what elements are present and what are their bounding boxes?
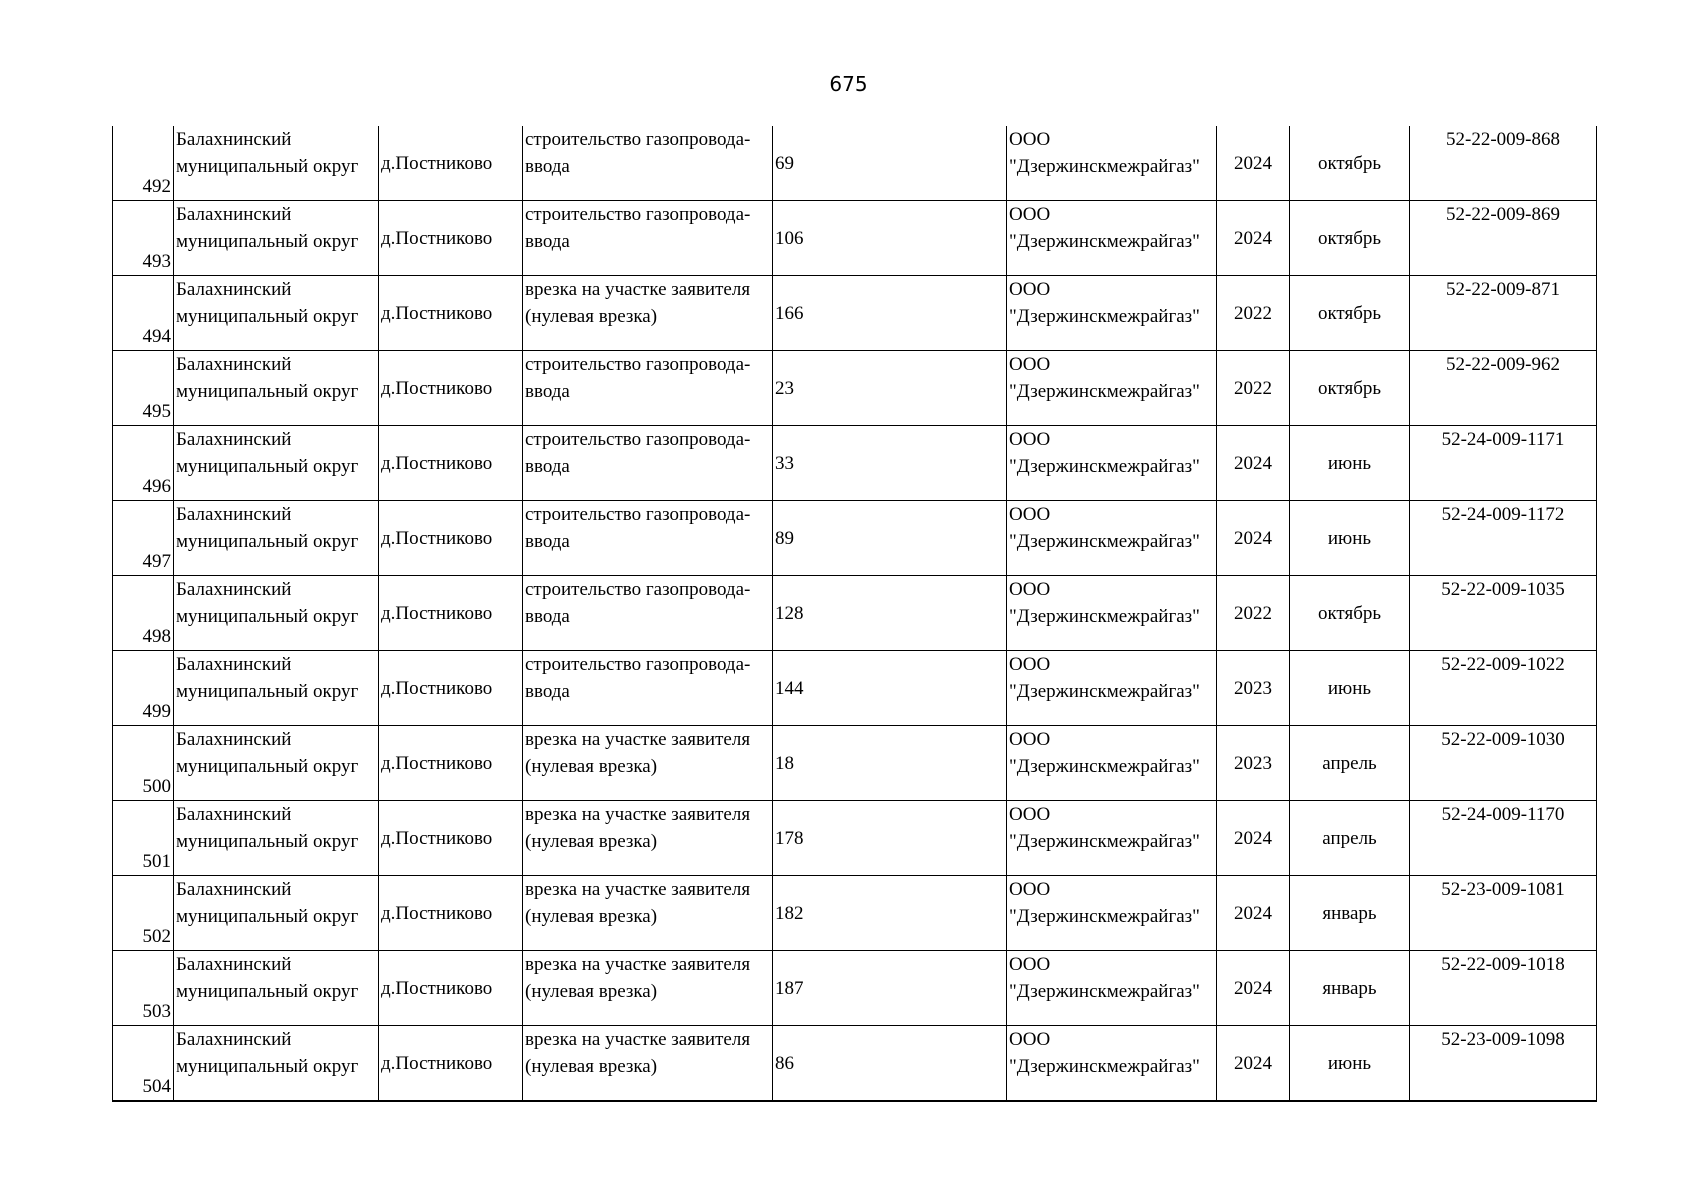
work-type-cell <box>523 576 773 651</box>
place-text: д.Постниково <box>381 902 493 924</box>
organization-line-2: "Дзержинскмежрайгаз" <box>1009 531 1200 552</box>
num-text: 497 <box>142 551 171 572</box>
organization-cell <box>1007 276 1217 351</box>
code-text: 52-22-009-1018 <box>1441 954 1565 975</box>
organization-line-2: "Дзержинскмежрайгаз" <box>1009 1056 1200 1077</box>
num-text: 492 <box>142 176 171 197</box>
year-text: 2022 <box>1234 602 1272 624</box>
year-cell <box>1217 276 1290 351</box>
district-cell <box>174 651 379 726</box>
year-cell <box>1217 876 1290 951</box>
length-text: 18 <box>775 752 794 774</box>
code-text: 52-22-009-869 <box>1446 204 1560 225</box>
month-cell <box>1290 276 1410 351</box>
organization-line-1: ООО <box>1009 879 1051 900</box>
organization-line-2: "Дзержинскмежрайгаз" <box>1009 156 1200 177</box>
settlement-cell <box>379 726 523 801</box>
work-type-line-2: (нулевая врезка) <box>525 906 658 927</box>
row-number <box>113 276 174 351</box>
month-text: октябрь <box>1317 302 1382 324</box>
row-number <box>113 126 174 201</box>
year-text: 2024 <box>1234 827 1272 849</box>
row-number <box>113 801 174 876</box>
num-text: 493 <box>142 251 171 272</box>
num-text: 502 <box>142 926 171 947</box>
registration-code-cell <box>1410 726 1597 801</box>
work-type-line-2: ввода <box>525 381 570 402</box>
length-cell <box>773 201 1007 276</box>
year-text: 2024 <box>1234 1052 1272 1074</box>
settlement-cell <box>379 426 523 501</box>
code-text: 52-22-009-868 <box>1446 129 1560 150</box>
num-text: 499 <box>142 701 171 722</box>
settlement-cell <box>379 576 523 651</box>
code-text: 52-22-009-871 <box>1446 279 1560 300</box>
settlement-cell <box>379 651 523 726</box>
settlement-cell <box>379 801 523 876</box>
num-text: 503 <box>142 1001 171 1022</box>
district-line-2: муниципальный округ <box>176 756 359 777</box>
place-text: д.Постниково <box>381 452 493 474</box>
table-row <box>113 726 1597 801</box>
length-cell <box>773 426 1007 501</box>
length-cell <box>773 951 1007 1026</box>
year-cell <box>1217 651 1290 726</box>
place-text: д.Постниково <box>381 152 493 174</box>
length-text: 86 <box>775 1052 794 1074</box>
code-text: 52-24-009-1172 <box>1441 504 1565 525</box>
registration-code-cell <box>1410 1026 1597 1102</box>
registration-code-cell <box>1410 426 1597 501</box>
district-line-1: Балахнинский <box>176 1029 292 1050</box>
work-type-cell <box>523 951 773 1026</box>
row-number <box>113 501 174 576</box>
settlement-cell <box>379 1026 523 1102</box>
settlement-cell <box>379 951 523 1026</box>
work-type-line-1: врезка на участке заявителя <box>525 804 751 825</box>
table-row <box>113 426 1597 501</box>
month-text: июнь <box>1327 1052 1372 1074</box>
length-cell <box>773 126 1007 201</box>
table-row <box>113 951 1597 1026</box>
district-cell <box>174 576 379 651</box>
year-text: 2024 <box>1234 977 1272 999</box>
district-cell <box>174 801 379 876</box>
month-text: июнь <box>1327 527 1372 549</box>
district-line-1: Балахнинский <box>176 579 292 600</box>
district-line-1: Балахнинский <box>176 279 292 300</box>
place-text: д.Постниково <box>381 302 493 324</box>
row-number <box>113 726 174 801</box>
district-line-1: Балахнинский <box>176 654 292 675</box>
organization-line-2: "Дзержинскмежрайгаз" <box>1009 381 1200 402</box>
organization-cell <box>1007 876 1217 951</box>
year-cell <box>1217 951 1290 1026</box>
organization-cell <box>1007 126 1217 201</box>
year-text: 2022 <box>1234 302 1272 324</box>
length-text: 33 <box>775 452 794 474</box>
month-cell <box>1290 201 1410 276</box>
month-cell <box>1290 951 1410 1026</box>
district-line-1: Балахнинский <box>176 729 292 750</box>
month-cell <box>1290 876 1410 951</box>
organization-line-2: "Дзержинскмежрайгаз" <box>1009 681 1200 702</box>
row-number <box>113 576 174 651</box>
place-text: д.Постниково <box>381 377 493 399</box>
work-type-line-1: строительство газопровода- <box>525 429 751 450</box>
place-text: д.Постниково <box>381 977 493 999</box>
settlement-cell <box>379 126 523 201</box>
row-number <box>113 651 174 726</box>
num-text: 500 <box>142 776 171 797</box>
settlement-cell <box>379 276 523 351</box>
district-line-1: Балахнинский <box>176 504 292 525</box>
length-cell <box>773 1026 1007 1102</box>
organization-line-2: "Дзержинскмежрайгаз" <box>1009 981 1200 1002</box>
organization-line-2: "Дзержинскмежрайгаз" <box>1009 306 1200 327</box>
year-text: 2024 <box>1234 527 1272 549</box>
organization-line-1: ООО <box>1009 204 1051 225</box>
month-cell <box>1290 1026 1410 1102</box>
work-type-line-1: строительство газопровода- <box>525 579 751 600</box>
month-text: октябрь <box>1317 602 1382 624</box>
settlement-cell <box>379 876 523 951</box>
organization-cell <box>1007 426 1217 501</box>
work-type-line-2: ввода <box>525 456 570 477</box>
length-text: 106 <box>775 227 804 249</box>
district-line-2: муниципальный округ <box>176 681 359 702</box>
length-cell <box>773 876 1007 951</box>
code-text: 52-23-009-1098 <box>1441 1029 1565 1050</box>
year-text: 2024 <box>1234 152 1272 174</box>
year-text: 2024 <box>1234 452 1272 474</box>
table-row <box>113 351 1597 426</box>
work-type-cell <box>523 726 773 801</box>
district-cell <box>174 276 379 351</box>
page-number: 675 <box>829 72 868 96</box>
length-cell <box>773 351 1007 426</box>
district-line-2: муниципальный округ <box>176 231 359 252</box>
code-text: 52-24-009-1171 <box>1441 429 1565 450</box>
year-cell <box>1217 351 1290 426</box>
length-text: 187 <box>775 977 804 999</box>
year-cell <box>1217 801 1290 876</box>
place-text: д.Постниково <box>381 527 493 549</box>
month-text: июнь <box>1327 677 1372 699</box>
year-cell <box>1217 576 1290 651</box>
settlement-cell <box>379 501 523 576</box>
work-type-line-1: строительство газопровода- <box>525 204 751 225</box>
month-text: октябрь <box>1317 377 1382 399</box>
organization-line-1: ООО <box>1009 429 1051 450</box>
month-text: июнь <box>1327 452 1372 474</box>
district-line-2: муниципальный округ <box>176 981 359 1002</box>
organization-line-1: ООО <box>1009 579 1051 600</box>
district-line-1: Балахнинский <box>176 804 292 825</box>
district-cell <box>174 351 379 426</box>
organization-line-1: ООО <box>1009 954 1051 975</box>
district-cell <box>174 876 379 951</box>
work-type-line-1: строительство газопровода- <box>525 654 751 675</box>
organization-line-2: "Дзержинскмежрайгаз" <box>1009 606 1200 627</box>
code-text: 52-24-009-1170 <box>1441 804 1565 825</box>
table-row <box>113 1026 1597 1102</box>
place-text: д.Постниково <box>381 752 493 774</box>
year-cell <box>1217 501 1290 576</box>
district-cell <box>174 1026 379 1102</box>
table-row <box>113 276 1597 351</box>
place-text: д.Постниково <box>381 602 493 624</box>
organization-cell <box>1007 1026 1217 1102</box>
num-text: 495 <box>142 401 171 422</box>
district-line-1: Балахнинский <box>176 429 292 450</box>
length-text: 178 <box>775 827 804 849</box>
registration-code-cell <box>1410 576 1597 651</box>
num-text: 496 <box>142 476 171 497</box>
table-row <box>113 651 1597 726</box>
organization-cell <box>1007 501 1217 576</box>
length-cell <box>773 276 1007 351</box>
month-cell <box>1290 651 1410 726</box>
table-row <box>113 126 1597 201</box>
district-line-2: муниципальный округ <box>176 606 359 627</box>
district-cell <box>174 126 379 201</box>
year-cell <box>1217 201 1290 276</box>
code-text: 52-22-009-1035 <box>1441 579 1565 600</box>
work-type-line-2: ввода <box>525 156 570 177</box>
organization-cell <box>1007 951 1217 1026</box>
work-type-line-2: (нулевая врезка) <box>525 756 658 777</box>
year-cell <box>1217 1026 1290 1102</box>
registration-code-cell <box>1410 501 1597 576</box>
place-text: д.Постниково <box>381 1052 493 1074</box>
row-number <box>113 351 174 426</box>
work-type-line-1: врезка на участке заявителя <box>525 879 751 900</box>
length-text: 128 <box>775 602 804 624</box>
length-text: 23 <box>775 377 794 399</box>
organization-cell <box>1007 726 1217 801</box>
district-line-2: муниципальный округ <box>176 456 359 477</box>
row-number <box>113 951 174 1026</box>
organization-line-2: "Дзержинскмежрайгаз" <box>1009 756 1200 777</box>
settlement-cell <box>379 201 523 276</box>
length-text: 89 <box>775 527 794 549</box>
code-text: 52-22-009-962 <box>1446 354 1560 375</box>
length-text: 182 <box>775 902 804 924</box>
work-type-line-1: строительство газопровода- <box>525 504 751 525</box>
place-text: д.Постниково <box>381 827 493 849</box>
table-row <box>113 201 1597 276</box>
organization-cell <box>1007 201 1217 276</box>
registration-code-cell <box>1410 951 1597 1026</box>
district-cell <box>174 426 379 501</box>
table-row <box>113 501 1597 576</box>
registration-code-cell <box>1410 801 1597 876</box>
num-text: 494 <box>142 326 171 347</box>
district-line-2: муниципальный округ <box>176 156 359 177</box>
length-cell <box>773 801 1007 876</box>
work-type-cell <box>523 651 773 726</box>
month-text: октябрь <box>1317 152 1382 174</box>
work-type-cell <box>523 501 773 576</box>
work-type-line-1: врезка на участке заявителя <box>525 729 751 750</box>
organization-line-1: ООО <box>1009 804 1051 825</box>
table-body <box>113 126 1597 1101</box>
work-type-cell <box>523 426 773 501</box>
work-type-cell <box>523 276 773 351</box>
organization-line-2: "Дзержинскмежрайгаз" <box>1009 231 1200 252</box>
registration-code-cell <box>1410 351 1597 426</box>
gas-connection-table <box>112 126 1597 1102</box>
work-type-line-2: (нулевая врезка) <box>525 1056 658 1077</box>
month-cell <box>1290 576 1410 651</box>
length-cell <box>773 576 1007 651</box>
district-line-1: Балахнинский <box>176 879 292 900</box>
year-cell <box>1217 726 1290 801</box>
work-type-line-1: строительство газопровода- <box>525 129 751 150</box>
work-type-cell <box>523 201 773 276</box>
year-text: 2024 <box>1234 227 1272 249</box>
district-cell <box>174 951 379 1026</box>
month-cell <box>1290 126 1410 201</box>
district-line-2: муниципальный округ <box>176 531 359 552</box>
code-text: 52-23-009-1081 <box>1441 879 1565 900</box>
work-type-line-2: (нулевая врезка) <box>525 981 658 1002</box>
num-text: 498 <box>142 626 171 647</box>
work-type-line-2: ввода <box>525 606 570 627</box>
place-text: д.Постниково <box>381 677 493 699</box>
organization-line-2: "Дзержинскмежрайгаз" <box>1009 456 1200 477</box>
organization-cell <box>1007 651 1217 726</box>
work-type-line-2: (нулевая врезка) <box>525 831 658 852</box>
organization-line-1: ООО <box>1009 129 1051 150</box>
work-type-line-2: (нулевая врезка) <box>525 306 658 327</box>
registration-code-cell <box>1410 651 1597 726</box>
organization-line-2: "Дзержинскмежрайгаз" <box>1009 906 1200 927</box>
table-row <box>113 576 1597 651</box>
work-type-line-1: врезка на участке заявителя <box>525 279 751 300</box>
work-type-cell <box>523 801 773 876</box>
district-cell <box>174 201 379 276</box>
organization-cell <box>1007 801 1217 876</box>
month-text: январь <box>1322 902 1377 924</box>
work-type-line-1: врезка на участке заявителя <box>525 954 751 975</box>
length-text: 144 <box>775 677 804 699</box>
num-text: 501 <box>142 851 171 872</box>
table-row <box>113 801 1597 876</box>
organization-line-1: ООО <box>1009 279 1051 300</box>
length-text: 69 <box>775 152 794 174</box>
district-line-1: Балахнинский <box>176 129 292 150</box>
district-line-1: Балахнинский <box>176 954 292 975</box>
organization-line-1: ООО <box>1009 654 1051 675</box>
district-line-1: Балахнинский <box>176 204 292 225</box>
district-line-2: муниципальный округ <box>176 906 359 927</box>
month-cell <box>1290 801 1410 876</box>
district-cell <box>174 501 379 576</box>
organization-line-1: ООО <box>1009 729 1051 750</box>
year-text: 2024 <box>1234 902 1272 924</box>
row-number <box>113 426 174 501</box>
length-text: 166 <box>775 302 804 324</box>
district-line-2: муниципальный округ <box>176 306 359 327</box>
organization-line-2: "Дзержинскмежрайгаз" <box>1009 831 1200 852</box>
year-cell <box>1217 426 1290 501</box>
work-type-line-1: строительство газопровода- <box>525 354 751 375</box>
work-type-line-2: ввода <box>525 231 570 252</box>
work-type-cell <box>523 351 773 426</box>
num-text: 504 <box>142 1076 171 1097</box>
year-text: 2023 <box>1234 677 1272 699</box>
place-text: д.Постниково <box>381 227 493 249</box>
code-text: 52-22-009-1030 <box>1441 729 1565 750</box>
year-text: 2023 <box>1234 752 1272 774</box>
year-cell <box>1217 126 1290 201</box>
registration-code-cell <box>1410 201 1597 276</box>
registration-code-cell <box>1410 276 1597 351</box>
work-type-line-2: ввода <box>525 681 570 702</box>
month-text: апрель <box>1322 827 1377 849</box>
month-cell <box>1290 726 1410 801</box>
organization-cell <box>1007 576 1217 651</box>
code-text: 52-22-009-1022 <box>1441 654 1565 675</box>
district-line-2: муниципальный округ <box>176 1056 359 1077</box>
work-type-cell <box>523 876 773 951</box>
organization-line-1: ООО <box>1009 354 1051 375</box>
row-number <box>113 876 174 951</box>
district-line-1: Балахнинский <box>176 354 292 375</box>
organization-line-1: ООО <box>1009 1029 1051 1050</box>
month-cell <box>1290 351 1410 426</box>
row-number <box>113 201 174 276</box>
month-cell <box>1290 426 1410 501</box>
work-type-cell <box>523 1026 773 1102</box>
work-type-line-2: ввода <box>525 531 570 552</box>
length-cell <box>773 651 1007 726</box>
month-cell <box>1290 501 1410 576</box>
row-number <box>113 1026 174 1102</box>
registration-code-cell <box>1410 876 1597 951</box>
month-text: апрель <box>1322 752 1377 774</box>
table-row <box>113 876 1597 951</box>
work-type-line-1: врезка на участке заявителя <box>525 1029 751 1050</box>
month-text: октябрь <box>1317 227 1382 249</box>
year-text: 2022 <box>1234 377 1272 399</box>
registration-code-cell <box>1410 126 1597 201</box>
length-cell <box>773 726 1007 801</box>
month-text: январь <box>1322 977 1377 999</box>
organization-line-1: ООО <box>1009 504 1051 525</box>
length-cell <box>773 501 1007 576</box>
district-line-2: муниципальный округ <box>176 831 359 852</box>
settlement-cell <box>379 351 523 426</box>
district-cell <box>174 726 379 801</box>
organization-cell <box>1007 351 1217 426</box>
work-type-cell <box>523 126 773 201</box>
district-line-2: муниципальный округ <box>176 381 359 402</box>
